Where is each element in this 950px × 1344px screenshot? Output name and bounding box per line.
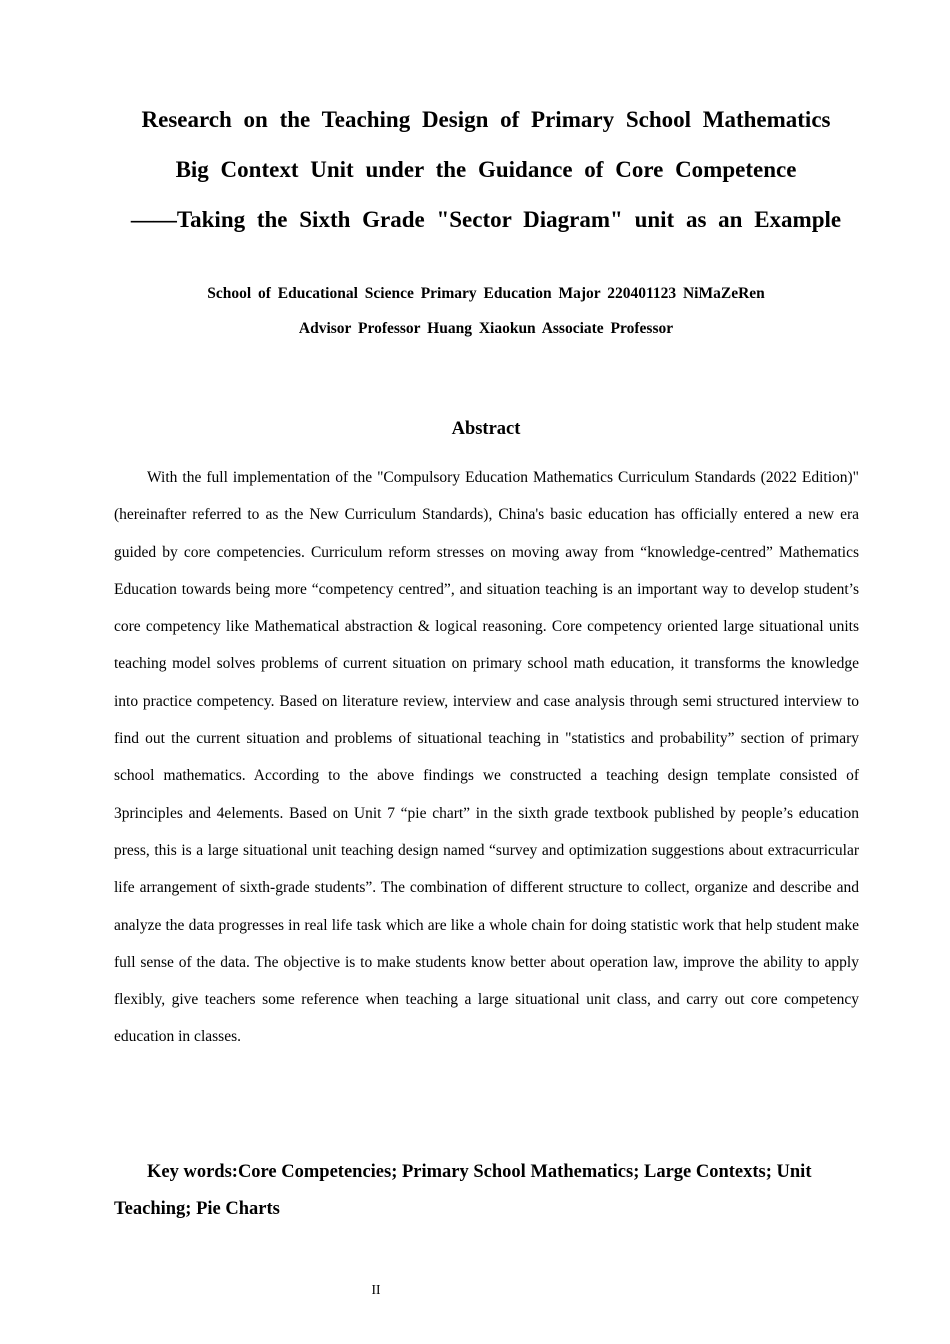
title-line-3: ——Taking the Sixth Grade "Sector Diagram" unit as an Example xyxy=(130,207,842,232)
title-line-1: Research on the Teaching Design of Primary School Mathematics xyxy=(141,107,831,132)
abstract-body: With the full implementation of the "Compulsory Education Mathematics Curriculum Standards (2022 Edition)" (hereinafter referred to as the New Curriculum Standards), China's basic education has officially entered a new era guided by core competencies. Curriculum reform stresses on moving away from “knowledge-centred” Mathematics Education towards being more “competency centred”, and situation teaching is an important way to develop student’s core competency like Mathematical abstraction & logical reasoning. Core competency oriented large situational units teaching model solves problems of current situation on primary school math education, it transforms the knowledge into practice competency. Based on literature review, interview and case analysis through semi structured interview to find out the current situation and problems of situational teaching in "statistics and probability” section of primary school mathematics. According to the above findings we constructed a teaching design template consisted of 3principles and 4elements. Based on Unit 7 “pie chart” in the sixth grade textbook published by people’s education press, this is a large situational unit teaching design named “survey and optimization suggestions about extracurricular life arrangement of sixth-grade students”. The combination of different structure to collect, organize and describe and analyze the data progresses in real life task which are like a whole chain for doing statistic work that help student make full sense of the data. The objective is to make students know better about operation law, improve the ability to apply flexibly, give teachers some reference when teaching a large situational unit class, and carry out core competency education in classes. xyxy=(114,469,859,1046)
abstract-heading: Abstract xyxy=(451,419,521,439)
page-number: II xyxy=(371,1282,381,1297)
author-line-1: School of Educational Science Primary Education Major 220401123 NiMaZeRen xyxy=(207,285,765,302)
author-info xyxy=(100,276,872,346)
advisor-line: Advisor Professor Huang Xiaokun Associate Professor xyxy=(298,320,674,337)
title-line-2: Big Context Unit under the Guidance of Core Competence xyxy=(175,157,797,182)
paper-title xyxy=(100,95,872,245)
keywords: Key words:Core Competencies; Primary School Mathematics; Large Contexts; Unit Teaching; Pie Charts xyxy=(114,1162,812,1219)
